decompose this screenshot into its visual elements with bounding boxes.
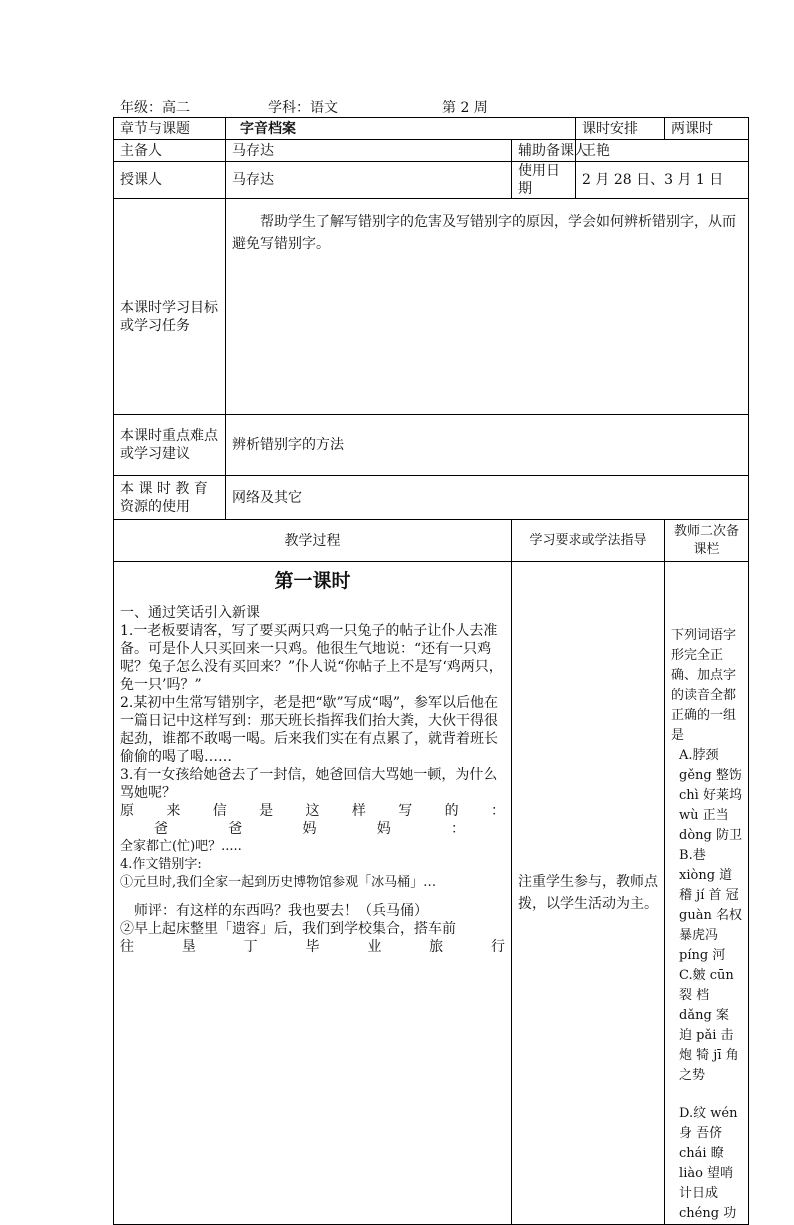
date-label: 使用日期: [512, 162, 576, 199]
assistant-value: 王艳: [576, 140, 749, 162]
goal-label: 本课时学习目标或学习任务: [114, 199, 226, 415]
notes-content: [665, 562, 749, 1225]
notes-line: D.纹 wén 身 吾侪 chái 瞭 liào 望哨 计日成 chéng 功: [679, 1106, 738, 1221]
process-line: 爸爸妈妈：: [154, 821, 465, 837]
notes-line: C.皴 cūn 裂 档 dǎng 案 迫 pǎi 击炮 犄 jī 角之势: [679, 968, 739, 1083]
process-line: 一、通过笑话引入新课: [120, 605, 260, 621]
guidance-content: 注重学生参与，教师点拨，以学生活动为主。: [512, 562, 665, 1225]
teacher-label: 授课人: [114, 162, 226, 199]
process-line: 原来信是这样写的：: [120, 803, 505, 819]
process-line: 全家都亡(忙)吧？.....: [120, 839, 242, 854]
process-line: ②早上起床整里「遗容」后，我们到学校集合，搭车前: [120, 921, 456, 937]
week-label: 第 2 周: [442, 100, 488, 116]
process-row: [114, 562, 749, 1225]
process-spacer: [120, 892, 505, 902]
process-header-row: [114, 520, 749, 562]
process-line: 往垦丁毕业旅行: [120, 939, 505, 955]
process-content: [114, 562, 512, 1225]
schedule-value: 两课时: [665, 118, 749, 140]
process-line: 师评：有这样的东西吗？我也要去！（兵马俑）: [134, 903, 428, 919]
goal-row: [114, 199, 749, 415]
guidance-header: 学习要求或学法指导: [512, 520, 665, 562]
assistant-label: 辅助备课人: [512, 140, 576, 162]
preparer-label: 主备人: [114, 140, 226, 162]
resource-row: [114, 476, 749, 520]
teacher-value: 马存达: [226, 162, 512, 199]
preparer-row: [114, 140, 749, 162]
chapter-value: 字音档案: [226, 118, 576, 140]
key-label: 本课时重点难点或学习建议: [114, 415, 226, 476]
key-value: 辨析错别字的方法: [226, 415, 749, 476]
process-line: 4.作文错别字:: [120, 857, 202, 872]
grade-label: 年级：高二: [120, 100, 190, 116]
notes-spacer: [671, 1086, 742, 1104]
notes-line: B.巷 xiòng 道 稽 jí 首 冠 guàn 名权 暴虎冯 píng 河: [679, 848, 742, 963]
chapter-row: [114, 118, 749, 140]
process-header: 教学过程: [114, 520, 512, 562]
resource-value: 网络及其它: [226, 476, 749, 520]
subject-label: 学科：语文: [268, 100, 338, 116]
process-line: 2.某初中生常写错别字，老是把“歇”写成“喝”，参军以后他在一篇日记中这样写到：那天班长指挥我们抬大粪，大伙干得很起劲，谁都不敢喝一喝。后来我们实在有点累了，就背着班长偷偷的喝了喝……: [120, 695, 498, 765]
schedule-label: 课时安排: [576, 118, 665, 140]
notes-header: 教师二次备课栏: [665, 520, 749, 562]
notes-line: A.脖颈 gěng 整饬 chì 好莱坞 wù 正当 dòng 防卫: [679, 748, 743, 843]
resource-label: 本 课 时 教 育资源的使用: [114, 476, 226, 520]
lesson-title: 第一课时: [274, 570, 351, 592]
lesson-plan-table: [113, 117, 749, 1225]
goal-value: 帮助学生了解写错别字的危害及写错别字的原因，学会如何辨析错别字，从而避免写错别字。: [226, 199, 749, 415]
teacher-row: [114, 162, 749, 199]
key-row: [114, 415, 749, 476]
notes-line: 下列词语字形完全正确、加点字的读音全都正确的一组是: [671, 628, 737, 743]
preparer-value: 马存达: [226, 140, 512, 162]
process-line: 1.一老板要请客，写了要买两只鸡一只兔子的帖子让仆人去准备。可是仆人只买回来一只鸡。他很生气地说：“还有一只鸡呢？兔子怎么没有买回来？”仆人说“你帖子上不是写‘鸡两只，免一只’吗？”: [120, 623, 503, 693]
chapter-label: 章节与课题: [114, 118, 226, 140]
date-value: 2 月 28 日、3 月 1 日: [576, 162, 749, 199]
process-line: 3.有一女孩给她爸去了一封信，她爸回信大骂她一顿，为什么骂她呢？: [120, 767, 498, 801]
process-line: ①元旦时,我们全家一起到历史博物馆参观「冰马桶」…: [120, 875, 437, 890]
